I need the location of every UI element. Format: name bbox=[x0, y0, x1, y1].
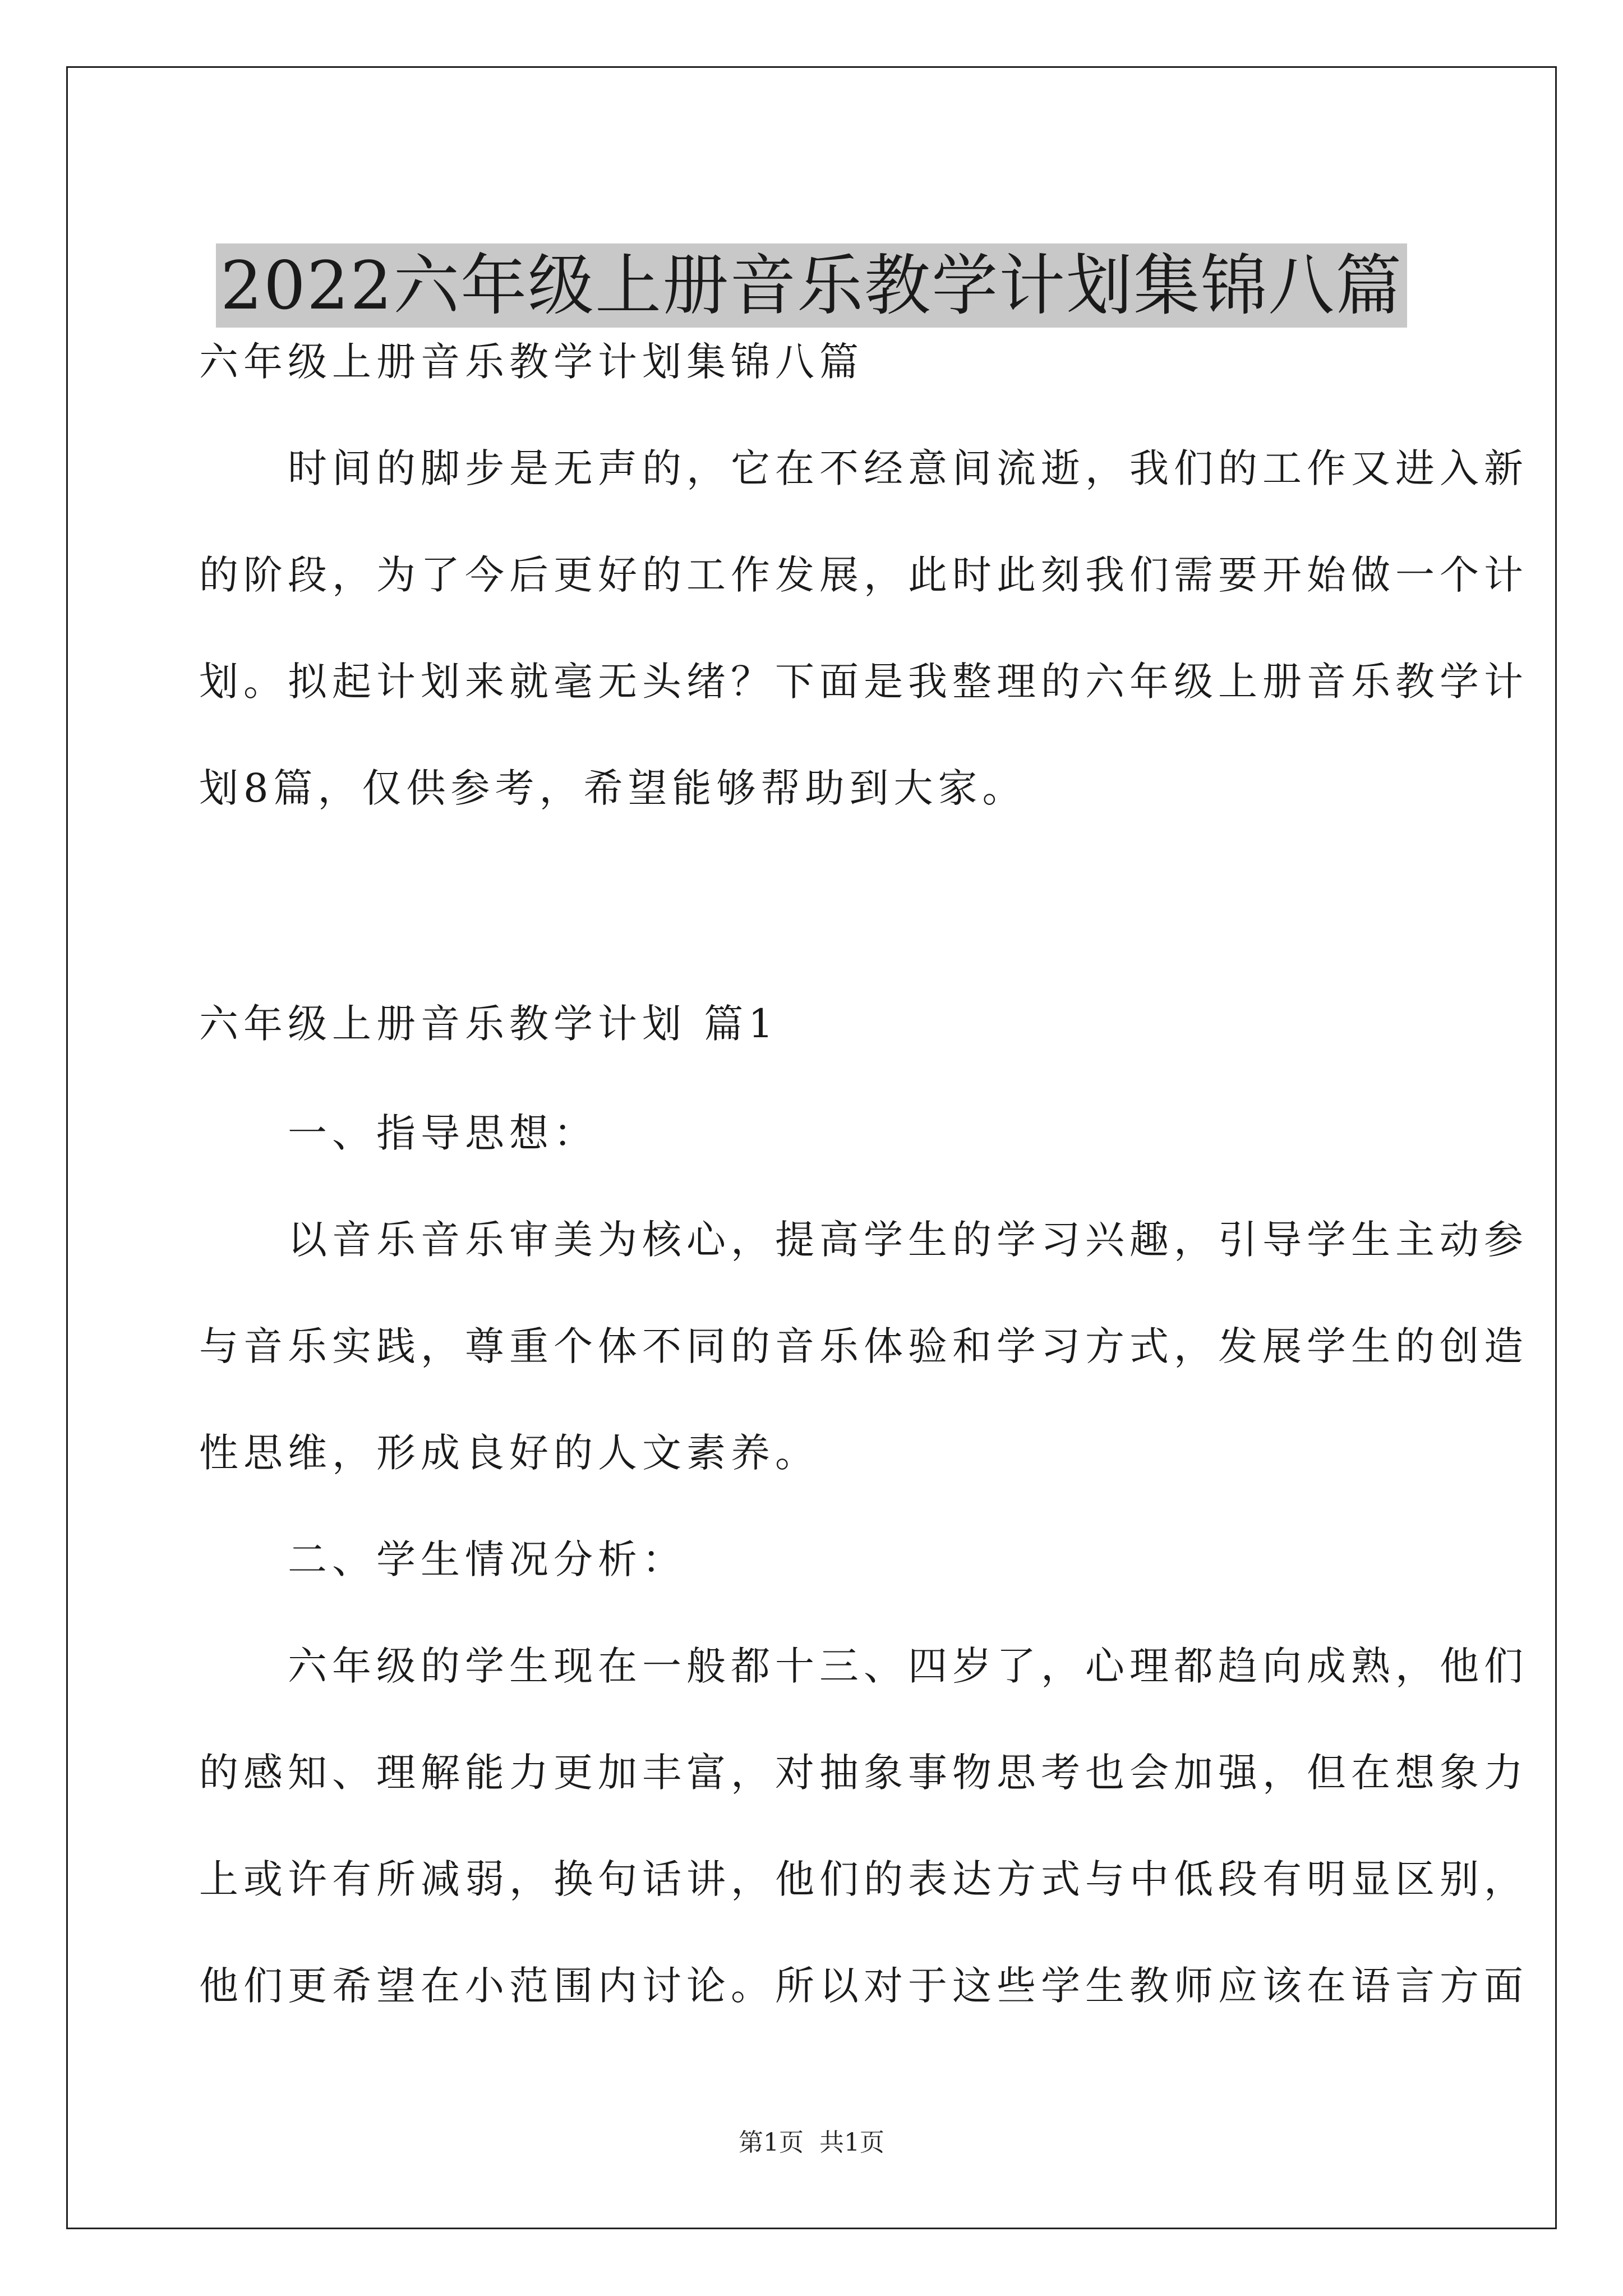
page-footer bbox=[0, 2126, 1623, 2160]
paragraph-line: 上或许有所减弱，换句话讲，他们的表达方式与中低段有明显区别， bbox=[199, 1856, 1528, 1902]
page-number: 第1页 bbox=[739, 2128, 804, 2157]
section-heading: 六年级上册音乐教学计划 篇1 bbox=[199, 1001, 778, 1047]
paragraph-line: 他们更希望在小范围内讨论。所以对于这些学生教师应该在语言方面 bbox=[199, 1963, 1528, 2009]
paragraph-line: 与音乐实践，尊重个体不同的音乐体验和学习方式，发展学生的创造 bbox=[199, 1323, 1528, 1369]
paragraph-line: 性思维，形成良好的人文素养。 bbox=[199, 1430, 819, 1476]
paragraph-line: 划8篇，仅供参考，希望能够帮助到大家。 bbox=[199, 765, 1027, 811]
subtitle-line: 六年级上册音乐教学计划集锦八篇 bbox=[199, 339, 864, 385]
paragraph-line: 六年级的学生现在一般都十三、四岁了，心理都趋向成熟，他们 bbox=[199, 1643, 1528, 1689]
paragraph-line: 划。拟起计划来就毫无头绪？下面是我整理的六年级上册音乐教学计 bbox=[199, 659, 1528, 705]
document-title: 2022六年级上册音乐教学计划集锦八篇 bbox=[216, 243, 1407, 328]
paragraph-line: 的阶段，为了今后更好的工作发展，此时此刻我们需要开始做一个计 bbox=[199, 552, 1528, 598]
paragraph-line: 的感知、理解能力更加丰富，对抽象事物思考也会加强，但在想象力 bbox=[199, 1750, 1528, 1796]
page-total: 共1页 bbox=[819, 2128, 884, 2157]
paragraph-line: 时间的脚步是无声的，它在不经意间流逝，我们的工作又进入新 bbox=[199, 445, 1528, 491]
paragraph-line: 以音乐音乐审美为核心，提高学生的学习兴趣，引导学生主动参 bbox=[199, 1217, 1528, 1263]
subsection-heading: 一、指导思想： bbox=[199, 1110, 598, 1156]
subsection-heading: 二、学生情况分析： bbox=[199, 1536, 686, 1582]
